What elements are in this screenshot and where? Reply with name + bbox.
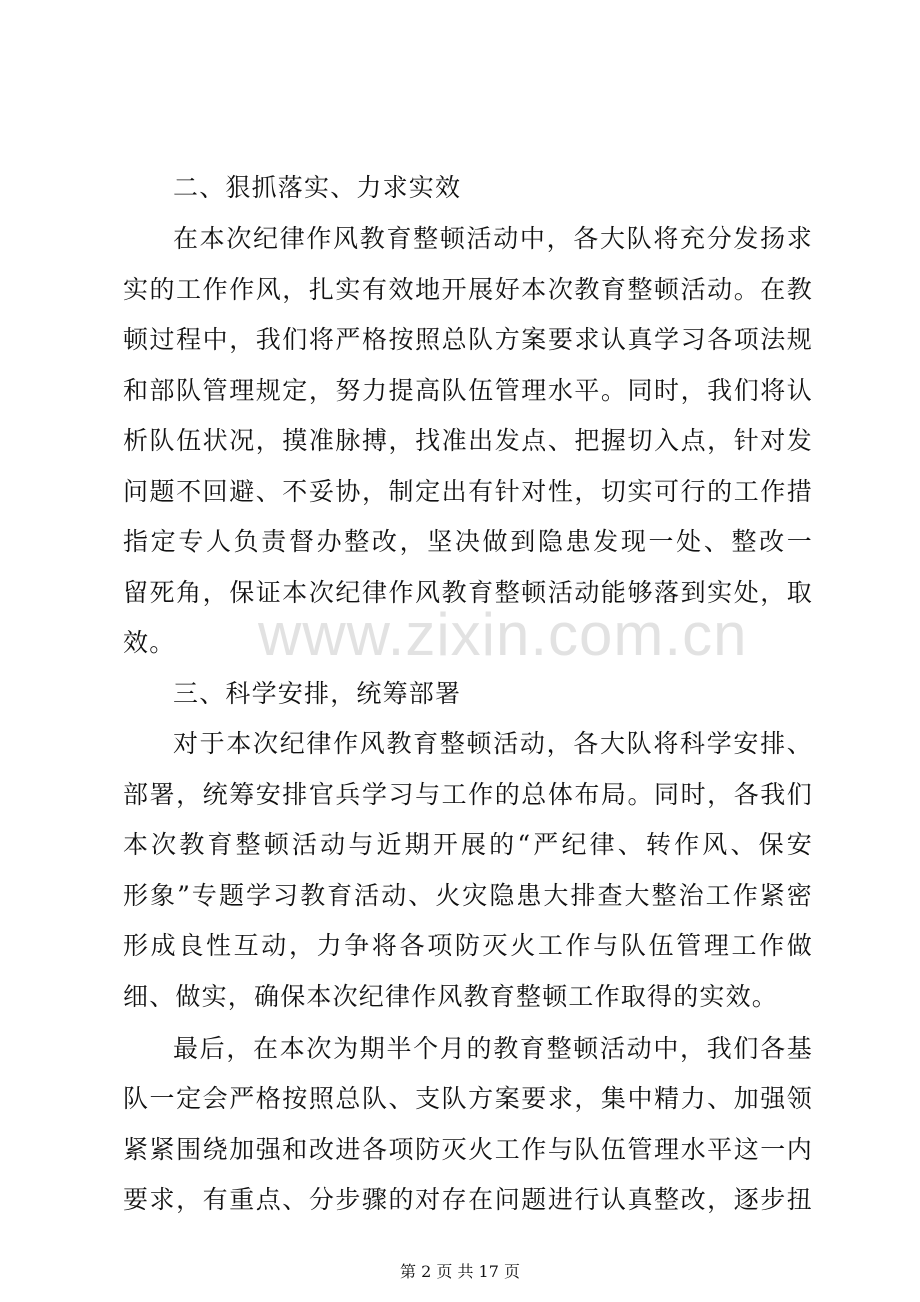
paragraph-line: 对于本次纪律作风教育整顿活动，各大队将科学安排、 (173, 729, 813, 758)
paragraph-line: 形成良性互动，力争将各项防灭火工作与队伍管理工作做 (123, 931, 813, 960)
paragraph-line: 部署，统筹安排官兵学习与工作的总体布局。同时，各我们 (123, 780, 813, 809)
paragraph-line: 问题不回避、不妥协，制定出有针对性，切实可行的工作措 (123, 477, 813, 506)
paragraph-line: 实的工作作风，扎实有效地开展好本次教育整顿活动。在教 (123, 275, 813, 304)
paragraph-line: 形象”专题学习教育活动、火灾隐患大排查大整治工作紧密 (123, 881, 813, 910)
paragraph-line: 和部队管理规定，努力提高队伍管理水平。同时，我们将认 (123, 376, 813, 405)
paragraph-line: 细、做实，确保本次纪律作风教育整顿工作取得的实效。 (123, 982, 779, 1011)
paragraph-line: 留死角，保证本次纪律作风教育整顿活动能够落到实处，取 (123, 578, 813, 607)
paragraph-line: 顿过程中，我们将严格按照总队方案要求认真学习各项法规 (123, 325, 813, 354)
paragraph-line: 析队伍状况，摸准脉搏，找准出发点、把握切入点，针对发 (123, 426, 813, 455)
paragraph-line: 效。 (123, 628, 176, 657)
paragraph-line: 本次教育整顿活动与近期开展的“严纪律、转作风、保安 (123, 830, 813, 859)
paragraph-line: 要求，有重点、分步骤的对存在问题进行认真整改，逐步扭 (123, 1185, 813, 1214)
paragraph-line: 在本次纪律作风教育整顿活动中，各大队将充分发扬求 (173, 224, 813, 253)
page-footer: 第 2 页 共 17 页 (400, 1262, 520, 1281)
watermark: www.zixin.com.cn (258, 601, 748, 668)
paragraph-line: 队一定会严格按照总队、支队方案要求，集中精力、加强领 (123, 1084, 813, 1113)
paragraph-line: 指定专人负责督办整改，坚决做到隐患发现一处、整改一 (123, 527, 813, 556)
paragraph-line: 最后，在本次为期半个月的教育整顿活动中，我们各基 (173, 1034, 813, 1063)
section-heading: 二、狠抓落实、力求实效 (173, 173, 462, 202)
section-heading: 三、科学安排，统筹部署 (173, 679, 462, 708)
paragraph-line: 紧紧围绕加强和改进各项防灭火工作与队伍管理水平这一内 (123, 1135, 813, 1164)
